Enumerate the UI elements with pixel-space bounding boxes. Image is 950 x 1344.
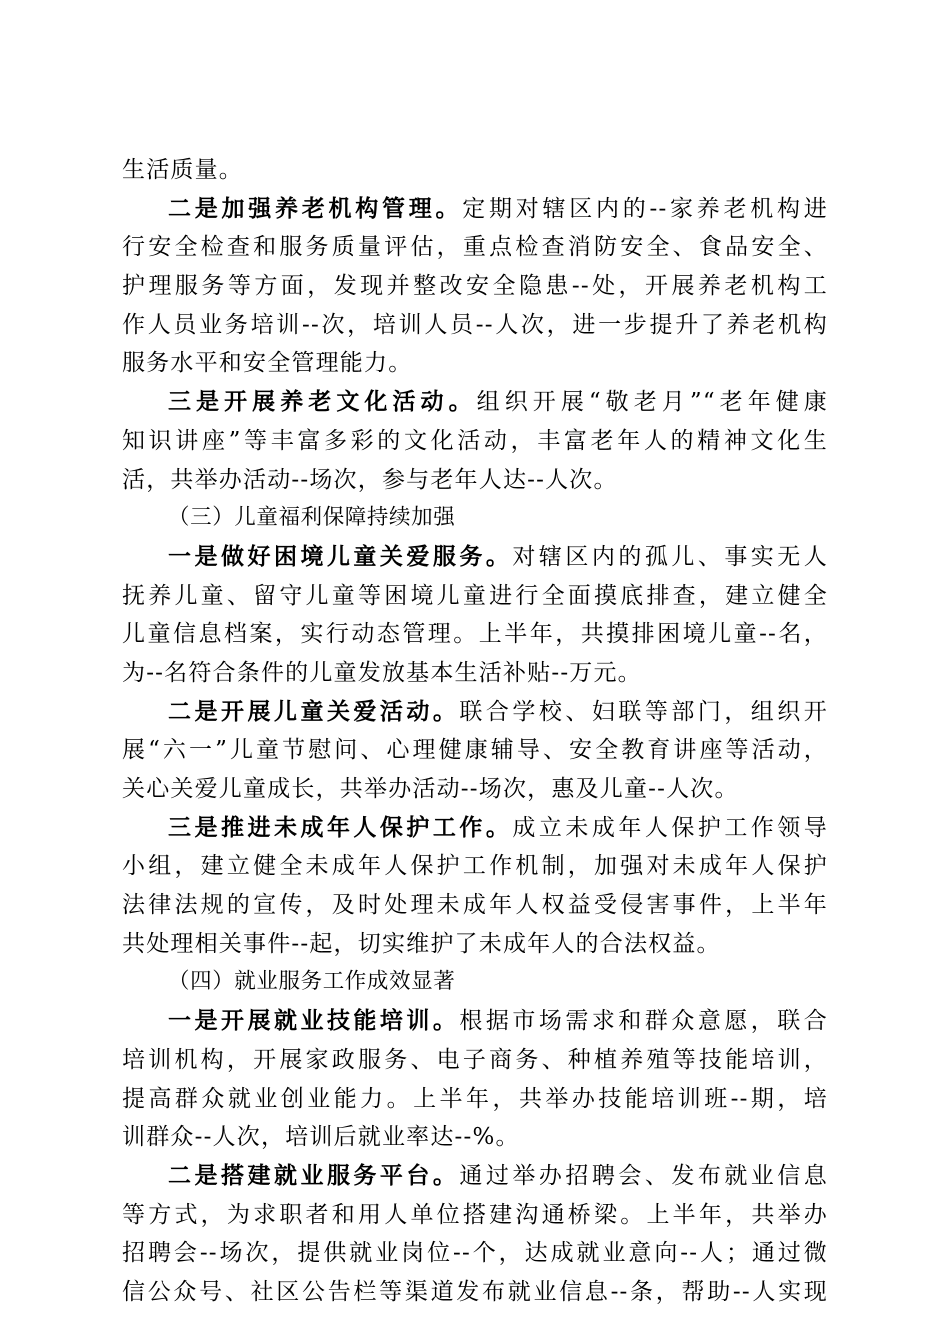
paragraph-line [122,151,828,190]
paragraph-line: 服务水平和安全管理能力。 [122,350,413,377]
paragraph-line: 护理服务等方面，发现并整改安全隐患--处，开展养老机构工 [122,273,828,300]
paragraph-line: 小组，建立健全未成年人保护工作机制，加强对未成年人保护 [122,853,828,880]
paragraph-line: 关心关爱儿童成长，共举办活动--场次，惠及儿童--人次。 [122,776,739,802]
paragraph-line [122,1002,828,1041]
paragraph-line: 培训机构，开展家政服务、电子商务、种植养殖等技能培训， [122,1046,828,1073]
paragraph-lead: 一是开展就业技能培训。 [168,1008,460,1035]
paragraph-text: 联合学校、妇联等部门，组织开 [459,698,828,725]
paragraph-line [122,383,828,422]
paragraph-line: 知识讲座”等丰富多彩的文化活动，丰富老年人的精神文化生 [122,427,828,454]
paragraph-line: 提高群众就业创业能力。上半年，共举办技能培训班--期，培 [122,1085,828,1112]
paragraph-line: 抚养儿童、留守儿童等困境儿童进行全面摸底排查，建立健全 [122,582,828,609]
paragraph-line [122,809,828,848]
paragraph-text: 组织开展“敬老月”“老年健康 [476,389,829,416]
paragraph-line [122,693,828,732]
paragraph-line: 等方式，为求职者和用人单位搭建沟通桥梁。上半年，共举办 [122,1201,828,1228]
paragraph-text: 成立未成年人保护工作领导 [512,814,828,841]
paragraph-line: 为--名符合条件的儿童发放基本生活补贴--万元。 [122,659,642,686]
paragraph-lead: 一是做好困境儿童关爱服务。 [168,543,513,570]
paragraph-line: 信公众号、社区公告栏等渠道发布就业信息--条，帮助--人实现 [122,1278,828,1305]
paragraph-lead: 三是开展养老文化活动。 [168,389,477,416]
paragraph-lead: 二是搭建就业服务平台。 [168,1162,460,1189]
paragraph-line [122,538,828,577]
paragraph-text: 定期对辖区内的--家养老机构进 [462,195,829,222]
paragraph-line: 训群众--人次，培训后就业率达--%。 [122,1124,520,1151]
paragraph-line: 作人员业务培训--次，培训人员--人次，进一步提升了养老机构 [122,311,828,338]
paragraph-line: 活，共举办活动--场次，参与老年人达--人次。 [122,466,618,493]
paragraph-line [122,1157,828,1196]
paragraph-line: 招聘会--场次，提供就业岗位--个，达成就业意向--人；通过微 [122,1240,828,1267]
paragraph-lead: 二是加强养老机构管理。 [168,195,463,222]
paragraph-line: 行安全检查和服务质量评估，重点检查消防安全、食品安全、 [122,234,828,261]
paragraph-text: 根据市场需求和群众意愿，联合 [459,1008,828,1035]
document-page [122,151,828,1312]
paragraph-line: 展“六一”儿童节慰问、心理健康辅导、安全教育讲座等活动， [122,737,828,764]
paragraph-text: 通过举办招聘会、发布就业信息 [459,1162,828,1189]
paragraph-line [122,190,828,229]
paragraph-line: 法律法规的宣传，及时处理未成年人权益受侵害事件，上半年 [122,892,828,919]
paragraph-text: 生活质量。 [122,157,243,183]
paragraph-lead: 二是开展儿童关爱活动。 [168,698,460,725]
section-heading: （四）就业服务工作成效显著 [168,969,456,995]
section-heading: （三）儿童福利保障持续加强 [168,505,456,531]
paragraph-line: 儿童信息档案，实行动态管理。上半年，共摸排困境儿童--名， [122,621,828,648]
paragraph-lead: 三是推进未成年人保护工作。 [168,814,513,841]
paragraph-text: 对辖区内的孤儿、事实无人 [512,543,828,570]
paragraph-line: 共处理相关事件--起，切实维护了未成年人的合法权益。 [122,930,721,957]
